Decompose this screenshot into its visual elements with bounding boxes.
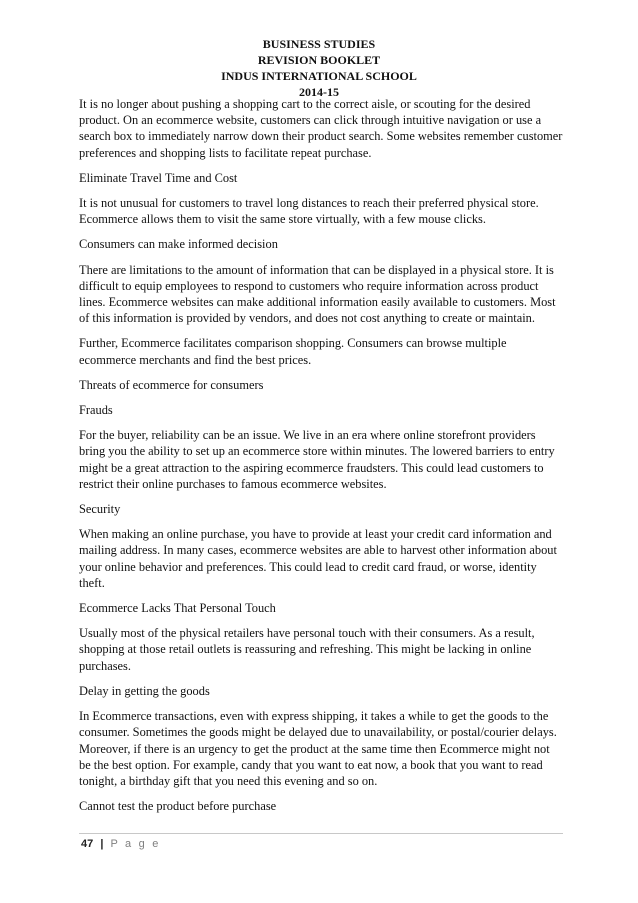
page-number: 47 bbox=[81, 838, 94, 850]
section-heading: Consumers can make informed decision bbox=[79, 237, 278, 252]
paragraph: It is no longer about pushing a shopping cart to the correct aisle, or scouting for the desired product. On an ecommerce website, customers can click through intuitive navigation or use a search box to immediately narrow down their product search. Some websites remember customer preferences and shopping lists to facilitate repeat purchase. bbox=[79, 97, 563, 160]
paragraph: Usually most of the physical retailers have personal touch with their consumers. As a result, shopping at those retail outlets is reassuring and refreshing. This might be lacking in online purchases. bbox=[79, 626, 535, 673]
paragraph: There are limitations to the amount of information that can be displayed in a physical store. It is difficult to equip employees to respond to customers who require information across product lines. Ecommerce websites can make additional information easily available to customers. Most of this information is provided by vendors, and does not cost anything to create or maintain. bbox=[79, 262, 556, 326]
paragraph: In Ecommerce transactions, even with express shipping, it takes a while to get the goods to the consumer. Sometimes the goods might be delayed due to unavailability, or postal/courier delays. Moreover, if there is an urgency to get the product at the same time then Ecommerce might not be the best option. For example, candy that you want to eat now, a book that you want to read tonight, a birthday gift that you need this evening and so on. bbox=[79, 709, 557, 788]
section-heading: Delay in getting the goods bbox=[79, 683, 210, 698]
header-subject: BUSINESS STUDIES bbox=[262, 37, 376, 51]
section-heading: Security bbox=[79, 502, 121, 517]
document-header bbox=[0, 36, 638, 100]
section-heading: Eliminate Travel Time and Cost bbox=[79, 170, 238, 185]
footer-separator: | bbox=[100, 838, 104, 850]
paragraph: When making an online purchase, you have to provide at least your credit card information and mailing address. In many cases, ecommerce websites are able to harvest other information about your online behavior and preferences. This could lead to credit card fraud, or worse, identity theft. bbox=[79, 527, 557, 590]
section-heading: Ecommerce Lacks That Personal Touch bbox=[79, 601, 276, 616]
footer-divider bbox=[79, 833, 563, 834]
section-heading: Threats of ecommerce for consumers bbox=[79, 377, 264, 392]
document-body bbox=[79, 96, 563, 823]
paragraph: Further, Ecommerce facilitates comparison shopping. Consumers can browse multiple ecommerce merchants and find the best prices. bbox=[79, 336, 507, 367]
page-label: P a g e bbox=[110, 838, 161, 850]
page-footer bbox=[81, 838, 161, 850]
paragraph: It is not unusual for customers to travel long distances to reach their preferred physical store. Ecommerce allows them to visit the same store virtually, with a few mouse clicks. bbox=[79, 196, 539, 227]
header-school: INDUS INTERNATIONAL SCHOOL bbox=[221, 69, 417, 83]
paragraph: For the buyer, reliability can be an issue. We live in an era where online storefront providers bring you the ability to set up an ecommerce store within minutes. The lowered barriers to entry might be a great attraction to the aspiring ecommerce fraudsters. This could lead customers to restrict their online purchases to famous ecommerce websites. bbox=[79, 428, 555, 491]
header-booklet: REVISION BOOKLET bbox=[257, 53, 381, 67]
section-heading: Cannot test the product before purchase bbox=[79, 799, 277, 814]
header-year: 2014-15 bbox=[299, 85, 339, 99]
section-heading: Frauds bbox=[79, 403, 113, 418]
